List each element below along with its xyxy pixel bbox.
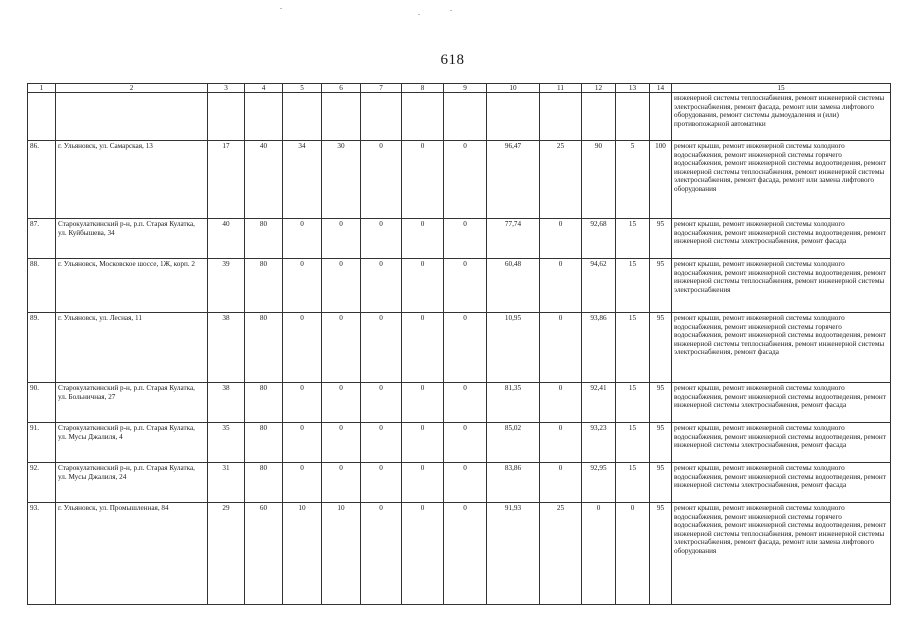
value-cell: 0: [361, 423, 402, 463]
column-header: 12: [582, 84, 616, 93]
value-cell: 0: [361, 503, 402, 605]
value-cell: 0: [444, 313, 487, 383]
value-cell: 0: [361, 383, 402, 423]
value-cell: 0: [402, 503, 444, 605]
address-cell: г. Ульяновск, ул. Промышленная, 84: [56, 503, 208, 605]
value-cell: 0: [444, 141, 487, 219]
value-cell: 0: [582, 503, 616, 605]
works-cell: ремонт крыши, ремонт инженерной системы холодного водоснабжения, ремонт инженерной системы водоотведения, ремонт инженерной системы электроснабжения, ремонт фасада: [672, 423, 891, 463]
value-cell: 0: [402, 219, 444, 259]
value-cell: 91,93: [487, 503, 540, 605]
repair-program-table: [27, 83, 891, 605]
value-cell: 92,41: [582, 383, 616, 423]
value-cell: 0: [402, 313, 444, 383]
value-cell: 0: [322, 423, 361, 463]
continuation-row: [28, 93, 891, 141]
address-cell: Старокулаткинский р-н, р.п. Старая Кулатка, ул. Мусы Джалиля, 4: [56, 423, 208, 463]
value-cell: 0: [540, 463, 582, 503]
value-cell: 10,95: [487, 313, 540, 383]
column-header: 6: [322, 84, 361, 93]
page-number: 618: [440, 52, 465, 68]
value-cell: 29: [208, 503, 245, 605]
value-cell: 0: [444, 259, 487, 313]
value-cell: 80: [245, 313, 283, 383]
value-cell: 93,86: [582, 313, 616, 383]
value-cell: 30: [322, 141, 361, 219]
value-cell: 31: [208, 463, 245, 503]
column-header: 15: [672, 84, 891, 93]
value-cell: 0: [283, 383, 322, 423]
value-cell: 100: [650, 141, 672, 219]
works-cell: ремонт крыши, ремонт инженерной системы холодного водоснабжения, ремонт инженерной системы водоотведения, ремонт инженерной системы электроснабжения, ремонт фасада: [672, 383, 891, 423]
column-header: 11: [540, 84, 582, 93]
works-cell: ремонт крыши, ремонт инженерной системы холодного водоснабжения, ремонт инженерной системы водоотведения, ремонт инженерной системы теплоснабжения, ремонт инженерной системы электроснабжения: [672, 259, 891, 313]
address-cell: г. Ульяновск, Московское шоссе, 1Ж, корп. 2: [56, 259, 208, 313]
value-cell: 0: [283, 219, 322, 259]
column-header: 14: [650, 84, 672, 93]
value-cell: 15: [616, 219, 650, 259]
value-cell: 0: [540, 383, 582, 423]
value-cell: 25: [540, 503, 582, 605]
works-cell: инженерной системы теплоснабжения, ремонт инженерной системы электроснабжения, ремонт фасада, ремонт или замена лифтового оборудования, ремонт системы дымоудаления и (или) противопожарной автоматики: [672, 93, 891, 141]
column-header: 10: [487, 84, 540, 93]
row-number: 91.: [28, 423, 56, 463]
value-cell: 10: [283, 503, 322, 605]
scan-speck: [418, 14, 420, 15]
value-cell: 0: [540, 313, 582, 383]
address-cell: г. Ульяновск, ул. Лесная, 11: [56, 313, 208, 383]
address-cell: г. Ульяновск, ул. Самарская, 13: [56, 141, 208, 219]
value-cell: 0: [402, 259, 444, 313]
works-cell: ремонт крыши, ремонт инженерной системы холодного водоснабжения, ремонт инженерной системы горячего водоснабжения, ремонт инженерной системы водоотведения, ремонт инженерной системы теплоснабжения, ремонт инженерной системы электроснабжения, ремонт фасада, ремонт или замена лифтового оборудования: [672, 141, 891, 219]
value-cell: 15: [616, 383, 650, 423]
value-cell: 0: [540, 259, 582, 313]
value-cell: 95: [650, 423, 672, 463]
value-cell: 0: [444, 383, 487, 423]
value-cell: 0: [322, 259, 361, 313]
value-cell: 95: [650, 259, 672, 313]
value-cell: 0: [283, 463, 322, 503]
value-cell: 38: [208, 313, 245, 383]
value-cell: 80: [245, 423, 283, 463]
value-cell: 0: [540, 423, 582, 463]
table-row: [28, 313, 891, 383]
column-header: 9: [444, 84, 487, 93]
table-row: [28, 463, 891, 503]
value-cell: 92,68: [582, 219, 616, 259]
value-cell: 80: [245, 383, 283, 423]
value-cell: 81,35: [487, 383, 540, 423]
row-number: 92.: [28, 463, 56, 503]
value-cell: 96,47: [487, 141, 540, 219]
scan-speck: [450, 10, 452, 11]
value-cell: 0: [444, 463, 487, 503]
table-row: [28, 141, 891, 219]
value-cell: 15: [616, 313, 650, 383]
value-cell: 95: [650, 313, 672, 383]
value-cell: 0: [402, 463, 444, 503]
value-cell: 60,48: [487, 259, 540, 313]
value-cell: 0: [361, 463, 402, 503]
value-cell: 85,02: [487, 423, 540, 463]
column-header: 1: [28, 84, 56, 93]
value-cell: 94,62: [582, 259, 616, 313]
value-cell: 35: [208, 423, 245, 463]
value-cell: 90: [582, 141, 616, 219]
value-cell: 0: [283, 423, 322, 463]
works-cell: ремонт крыши, ремонт инженерной системы холодного водоснабжения, ремонт инженерной системы водоотведения, ремонт инженерной системы электроснабжения, ремонт фасада: [672, 463, 891, 503]
value-cell: 60: [245, 503, 283, 605]
scan-speck: [280, 8, 282, 9]
value-cell: 39: [208, 259, 245, 313]
value-cell: 0: [361, 259, 402, 313]
value-cell: 80: [245, 219, 283, 259]
value-cell: 95: [650, 503, 672, 605]
value-cell: 0: [361, 219, 402, 259]
column-header: 5: [283, 84, 322, 93]
column-header: 2: [56, 84, 208, 93]
value-cell: 0: [402, 141, 444, 219]
column-header: 13: [616, 84, 650, 93]
works-cell: ремонт крыши, ремонт инженерной системы холодного водоснабжения, ремонт инженерной системы горячего водоснабжения, ремонт инженерной системы водоотведения, ремонт инженерной системы теплоснабжения, ремонт инженерной системы электроснабжения, ремонт фасада: [672, 313, 891, 383]
column-header: 4: [245, 84, 283, 93]
value-cell: 0: [283, 259, 322, 313]
value-cell: 0: [444, 503, 487, 605]
row-number: 90.: [28, 383, 56, 423]
value-cell: 0: [322, 383, 361, 423]
column-number-row: [28, 84, 891, 93]
value-cell: 80: [245, 463, 283, 503]
value-cell: 34: [283, 141, 322, 219]
value-cell: 77,74: [487, 219, 540, 259]
column-header: 8: [402, 84, 444, 93]
table-row: [28, 503, 891, 605]
row-number: 89.: [28, 313, 56, 383]
value-cell: 95: [650, 219, 672, 259]
value-cell: 0: [283, 313, 322, 383]
value-cell: 0: [322, 313, 361, 383]
column-header: 7: [361, 84, 402, 93]
value-cell: 0: [361, 313, 402, 383]
value-cell: 25: [540, 141, 582, 219]
value-cell: 15: [616, 259, 650, 313]
value-cell: 0: [444, 423, 487, 463]
value-cell: 95: [650, 463, 672, 503]
value-cell: 10: [322, 503, 361, 605]
value-cell: 0: [402, 383, 444, 423]
value-cell: 40: [245, 141, 283, 219]
value-cell: 0: [322, 463, 361, 503]
works-cell: ремонт крыши, ремонт инженерной системы холодного водоснабжения, ремонт инженерной системы водоотведения, ремонт инженерной системы электроснабжения, ремонт фасада: [672, 219, 891, 259]
table-row: [28, 259, 891, 313]
address-cell: Старокулаткинский р-н, р.п. Старая Кулатка, ул. Больничная, 27: [56, 383, 208, 423]
row-number: 88.: [28, 259, 56, 313]
value-cell: 92,95: [582, 463, 616, 503]
value-cell: 80: [245, 259, 283, 313]
value-cell: 0: [361, 141, 402, 219]
value-cell: 5: [616, 141, 650, 219]
value-cell: 40: [208, 219, 245, 259]
value-cell: 0: [322, 219, 361, 259]
value-cell: 15: [616, 423, 650, 463]
value-cell: 0: [402, 423, 444, 463]
value-cell: 17: [208, 141, 245, 219]
column-header: 3: [208, 84, 245, 93]
table-row: [28, 219, 891, 259]
table-row: [28, 383, 891, 423]
value-cell: 93,23: [582, 423, 616, 463]
value-cell: 0: [616, 503, 650, 605]
value-cell: 0: [540, 219, 582, 259]
value-cell: 83,86: [487, 463, 540, 503]
value-cell: 15: [616, 463, 650, 503]
row-number: 87.: [28, 219, 56, 259]
value-cell: 38: [208, 383, 245, 423]
value-cell: 95: [650, 383, 672, 423]
row-number: 93.: [28, 503, 56, 605]
address-cell: Старокулаткинский р-н, р.п. Старая Кулатка, ул. Куйбышева, 34: [56, 219, 208, 259]
address-cell: Старокулаткинский р-н, р.п. Старая Кулатка, ул. Мусы Джалиля, 24: [56, 463, 208, 503]
works-cell: ремонт крыши, ремонт инженерной системы холодного водоснабжения, ремонт инженерной системы горячего водоснабжения, ремонт инженерной системы водоотведения, ремонт инженерной системы теплоснабжения, ремонт инженерной системы электроснабжения, ремонт фасада, ремонт или замена лифтового оборудования: [672, 503, 891, 605]
table-row: [28, 423, 891, 463]
row-number: 86.: [28, 141, 56, 219]
value-cell: 0: [444, 219, 487, 259]
